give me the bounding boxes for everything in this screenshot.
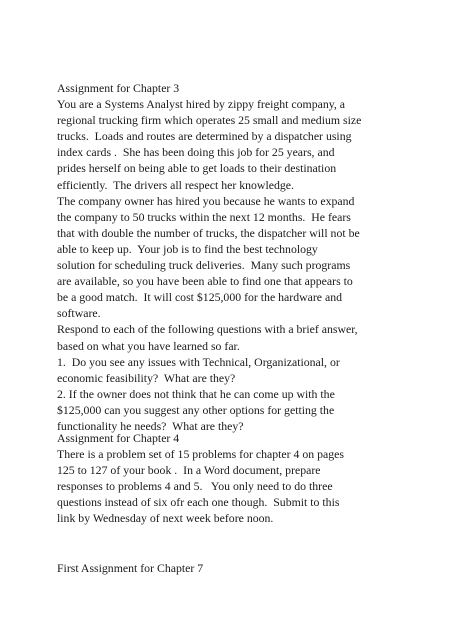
question-line: economic feasibility? What are they? bbox=[57, 370, 236, 385]
paragraph-line: prides herself on being able to get loads to their destination bbox=[57, 161, 337, 176]
chapter-7-assignment bbox=[57, 560, 417, 576]
paragraph-line: 125 to 127 of your book . In a Word document, prepare bbox=[57, 463, 321, 478]
section-heading: First Assignment for Chapter 7 bbox=[57, 561, 204, 575]
paragraph-line: are available, so you have been able to find one that appears to bbox=[57, 274, 353, 289]
paragraph-line: efficiently. The drivers all respect her knowledge. bbox=[57, 177, 294, 192]
paragraph-line: solution for scheduling truck deliveries. Many such programs bbox=[57, 258, 351, 273]
question-line: 2. If the owner does not think that he can come up with the bbox=[57, 386, 335, 401]
paragraph-line: index cards . She has been doing this job for 25 years, and bbox=[57, 145, 335, 160]
paragraph-line: software. bbox=[57, 306, 101, 321]
paragraph-line: be a good match. It will cost $125,000 for the hardware and bbox=[57, 290, 343, 305]
chapter-4-assignment bbox=[57, 430, 417, 527]
section-heading: Assignment for Chapter 3 bbox=[57, 81, 180, 95]
paragraph-line: regional trucking firm which operates 25 small and medium size bbox=[57, 113, 362, 128]
paragraph-line: Respond to each of the following questions with a brief answer, bbox=[57, 322, 358, 337]
question-line: 1. Do you see any issues with Technical, Organizational, or bbox=[57, 354, 340, 369]
paragraph-line: the company to 50 trucks within the next 12 months. He fears bbox=[57, 209, 351, 224]
paragraph-line: that with double the number of trucks, the dispatcher will not be bbox=[57, 225, 360, 240]
paragraph-line: link by Wednesday of next week before noon. bbox=[57, 511, 274, 526]
paragraph-line: The company owner has hired you because he wants to expand bbox=[57, 193, 355, 208]
paragraph-line: You are a Systems Analyst hired by zippy freight company, a bbox=[57, 97, 345, 112]
question-line: $125,000 can you suggest any other options for getting the bbox=[57, 402, 335, 417]
paragraph-line: based on what you have learned so far. bbox=[57, 338, 240, 353]
chapter-3-assignment bbox=[57, 80, 417, 434]
section-heading: Assignment for Chapter 4 bbox=[57, 431, 180, 445]
paragraph-line: There is a problem set of 15 problems for chapter 4 on pages bbox=[57, 447, 344, 462]
paragraph-line: questions instead of six ofr each one though. Submit to this bbox=[57, 495, 340, 510]
question-line: functionality he needs? What are they? bbox=[57, 418, 244, 433]
paragraph-line: trucks. Loads and routes are determined by a dispatcher using bbox=[57, 129, 352, 144]
paragraph-line: responses to problems 4 and 5. You only need to do three bbox=[57, 479, 333, 494]
paragraph-line: able to keep up. Your job is to find the best technology bbox=[57, 241, 318, 256]
